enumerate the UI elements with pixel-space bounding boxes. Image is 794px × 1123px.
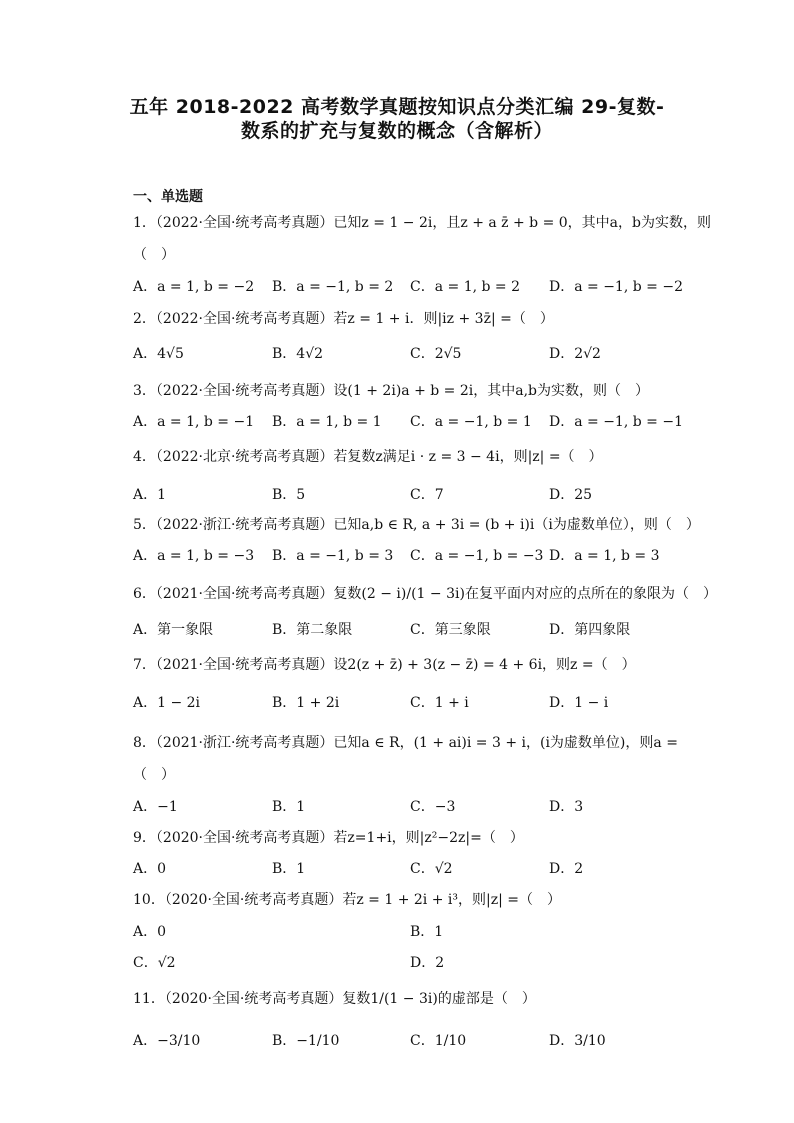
question-4-option-b: B．5 xyxy=(272,487,306,503)
question-8-option-b: B．1 xyxy=(272,799,306,815)
question-8-option-d: D．3 xyxy=(549,799,584,815)
question-2-option-c: C．2√5 xyxy=(410,346,462,362)
question-3-option-a: A．a = 1, b = −1 xyxy=(133,414,255,430)
question-9-option-a: A．0 xyxy=(133,861,167,877)
question-5-option-a: A．a = 1, b = −3 xyxy=(133,548,255,564)
question-4-option-c: C．7 xyxy=(410,487,444,503)
question-1-option-c: C．a = 1, b = 2 xyxy=(410,279,520,295)
question-1-option-d: D．a = −1, b = −2 xyxy=(549,279,683,295)
question-11-option-d: D．3/10 xyxy=(549,1033,606,1049)
question-8-stem: 8．（2021·浙江·统考高考真题）已知a ∈ R，(1 + ai)i = 3 + i，(i为虚数单位)，则a = xyxy=(133,735,678,751)
question-9-option-d: D．2 xyxy=(549,861,584,877)
document-title-line2: 数系的扩充与复数的概念（含解析） xyxy=(240,120,553,142)
question-7-option-c: C．1 + i xyxy=(410,695,469,711)
question-1-option-a: A．a = 1, b = −2 xyxy=(133,279,255,295)
section-heading: 一、单选题 xyxy=(133,189,203,205)
question-7-option-d: D．1 − i xyxy=(549,695,609,711)
question-2-option-d: D．2√2 xyxy=(549,346,601,362)
question-3-option-c: C．a = −1, b = 1 xyxy=(410,414,532,430)
question-3-stem: 3．（2022·全国·统考高考真题）设(1 + 2i)a + b = 2i，其中a,b为实数，则（ ） xyxy=(133,383,649,399)
question-7-option-b: B．1 + 2i xyxy=(272,695,340,711)
question-7-option-a: A．1 − 2i xyxy=(133,695,201,711)
question-1-stem-cont: （ ） xyxy=(133,247,175,263)
question-5-stem: 5．（2022·浙江·统考高考真题）已知a,b ∈ R, a + 3i = (b + i)i（i为虚数单位），则（ ） xyxy=(133,517,700,533)
question-8-option-a: A．−1 xyxy=(133,799,178,815)
document-title-line1: 五年 2018-2022 高考数学真题按知识点分类汇编 29-复数- xyxy=(129,96,665,118)
question-11-option-a: A．−3/10 xyxy=(133,1033,201,1049)
question-1-stem: 1．（2022·全国·统考高考真题）已知z = 1 − 2i，且z + a z̄ + b = 0，其中a，b为实数，则 xyxy=(133,215,711,231)
question-6-option-c: C．第三象限 xyxy=(410,622,491,638)
question-4-option-a: A．1 xyxy=(133,487,167,503)
question-11-option-c: C．1/10 xyxy=(410,1033,467,1049)
question-10-option-c: C．√2 xyxy=(133,955,176,971)
question-2-stem: 2．（2022·全国·统考高考真题）若z = 1 + i．则|iz + 3z̄| =（ ） xyxy=(133,311,554,327)
question-6-option-b: B．第二象限 xyxy=(272,622,353,638)
question-6-option-d: D．第四象限 xyxy=(549,622,631,638)
question-4-stem: 4．（2022·北京·统考高考真题）若复数z满足i · z = 3 − 4i，则|z| =（ ） xyxy=(133,449,603,465)
question-11-stem: 11．（2020·全国·统考高考真题）复数1/(1 − 3i)的虚部是（ ） xyxy=(133,991,536,1007)
question-10-stem: 10．（2020·全国·统考高考真题）若z = 1 + 2i + i³，则|z| =（ ） xyxy=(133,892,561,908)
question-5-option-d: D．a = 1, b = 3 xyxy=(549,548,660,564)
question-3-option-b: B．a = 1, b = 1 xyxy=(272,414,382,430)
question-1-option-b: B．a = −1, b = 2 xyxy=(272,279,394,295)
question-2-option-a: A．4√5 xyxy=(133,346,184,362)
question-11-option-b: B．−1/10 xyxy=(272,1033,340,1049)
question-6-stem: 6．（2021·全国·统考高考真题）复数(2 − i)/(1 − 3i)在复平面内对应的点所在的象限为（ ） xyxy=(133,586,717,602)
question-5-option-b: B．a = −1, b = 3 xyxy=(272,548,394,564)
question-8-stem-cont: （ ） xyxy=(133,767,175,783)
question-4-option-d: D．25 xyxy=(549,487,593,503)
question-10-option-b: B．1 xyxy=(410,924,444,940)
question-10-option-d: D．2 xyxy=(410,955,445,971)
question-5-option-c: C．a = −1, b = −3 xyxy=(410,548,544,564)
question-3-option-d: D．a = −1, b = −1 xyxy=(549,414,683,430)
question-9-option-b: B．1 xyxy=(272,861,306,877)
question-9-stem: 9．（2020·全国·统考高考真题）若z=1+i，则|z²−2z|=（ ） xyxy=(133,830,524,846)
question-7-stem: 7．（2021·全国·统考高考真题）设2(z + z̄) + 3(z − z̄) = 4 + 6i，则z =（ ） xyxy=(133,657,636,673)
question-9-option-c: C．√2 xyxy=(410,861,453,877)
question-10-option-a: A．0 xyxy=(133,924,167,940)
question-6-option-a: A．第一象限 xyxy=(133,622,214,638)
question-8-option-c: C．−3 xyxy=(410,799,456,815)
question-2-option-b: B．4√2 xyxy=(272,346,324,362)
